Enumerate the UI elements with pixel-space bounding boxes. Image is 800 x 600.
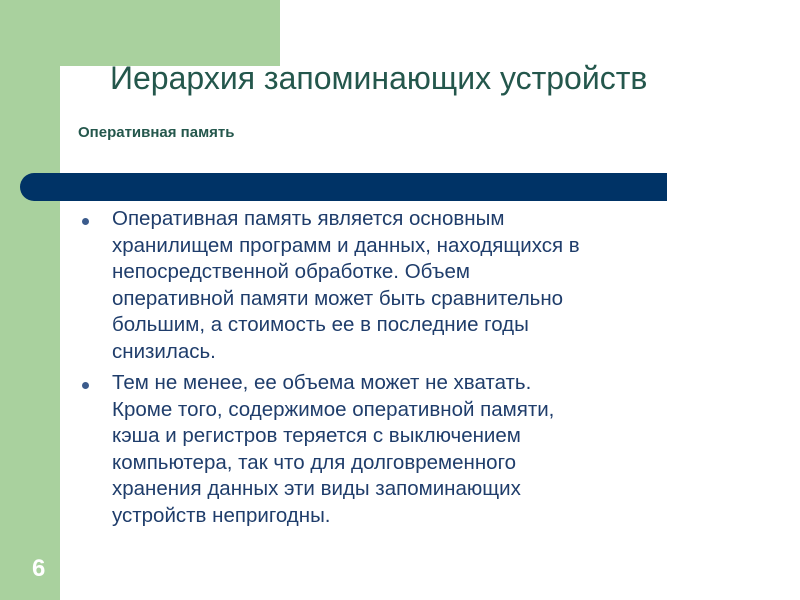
bullet-line: устройств непригодны. (112, 503, 331, 527)
slide-subtitle: Оперативная память (78, 124, 235, 141)
slide-number: 6 (32, 555, 46, 582)
bullet-item (78, 206, 718, 365)
slide-title: Иерархия запоминающих устройств (110, 60, 648, 96)
divider-bar (20, 173, 667, 201)
bullet-line: оперативной памяти может быть сравнительно (112, 286, 564, 310)
bullet-line: хранилищем программ и данных, находящихся в (112, 233, 580, 257)
top-decorative-block (60, 0, 280, 66)
bullet-line: хранения данных эти виды запоминающих (112, 477, 521, 500)
bullet-line: большим, а стоимость ее в последние годы (112, 313, 529, 336)
bullet-line: Оперативная память является основным (112, 207, 505, 230)
bullet-dot-icon (82, 382, 89, 389)
bullet-line: Тем не менее, ее объема может не хватать. (112, 371, 532, 394)
bullet-list (78, 206, 718, 534)
bullet-line: снизилась. (112, 339, 216, 363)
bullet-line: компьютера, так что для долговременного (112, 450, 516, 474)
left-decorative-strip (0, 0, 60, 600)
bullet-dot-icon (82, 218, 89, 225)
bullet-line: Кроме того, содержимое оперативной памяти, (112, 397, 555, 421)
bullet-line: кэша и регистров теряется с выключением (112, 424, 521, 447)
bullet-line: непосредственной обработке. Объем (112, 260, 471, 283)
bullet-item (78, 370, 718, 529)
